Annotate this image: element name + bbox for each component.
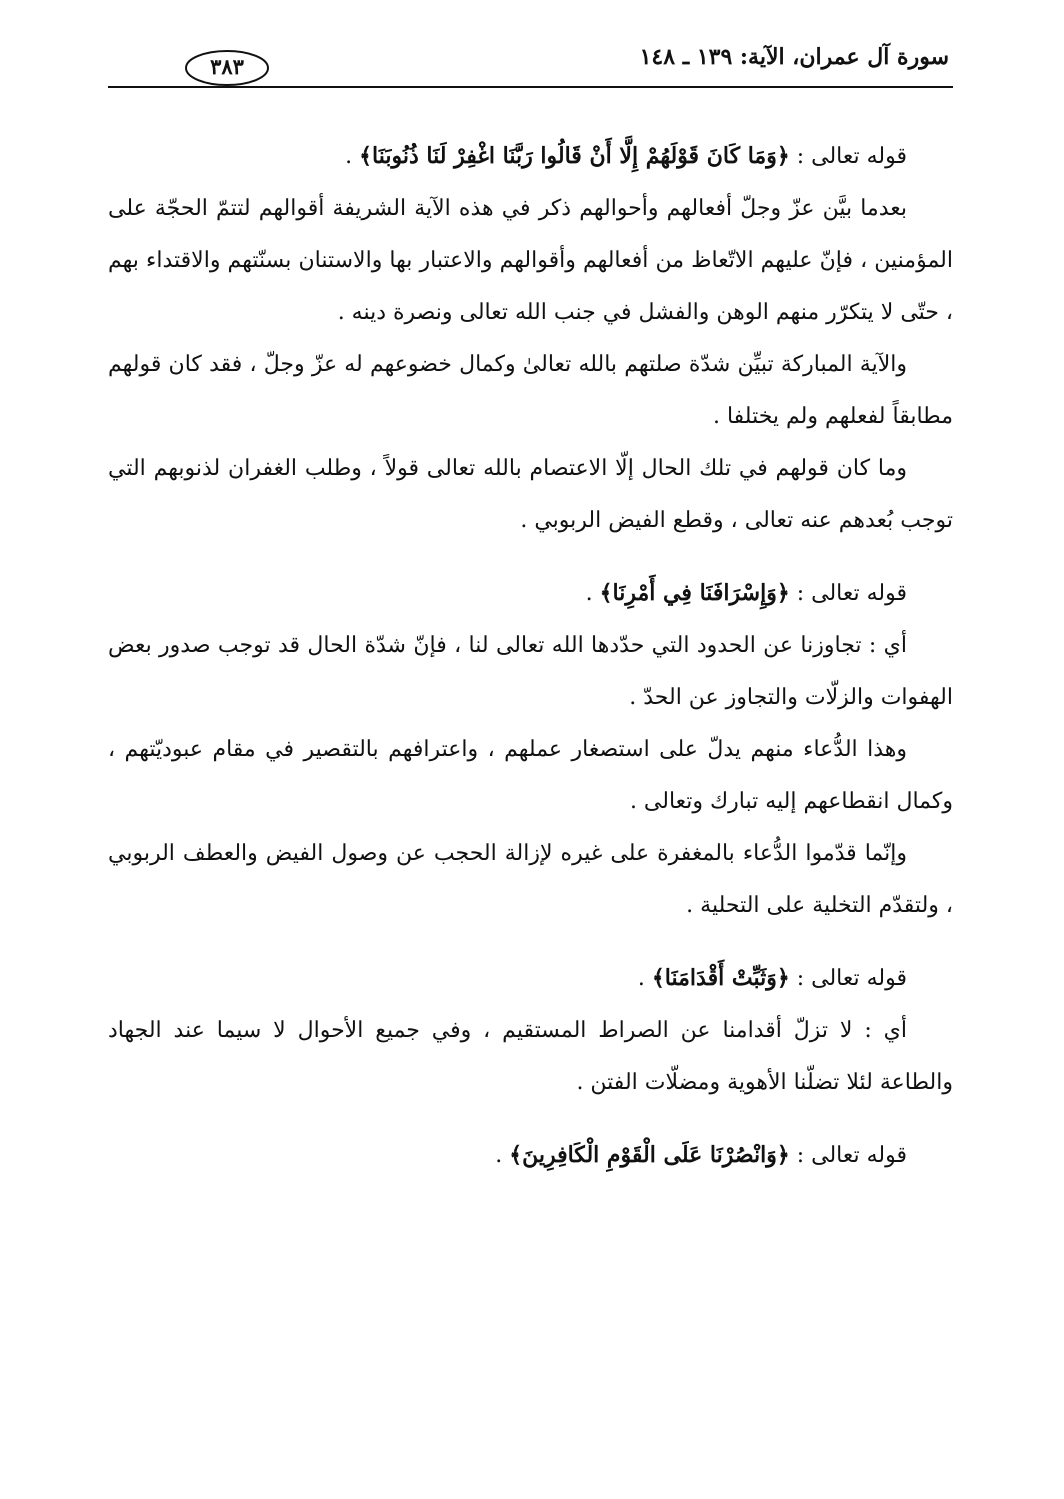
heading-suffix: .	[637, 966, 652, 991]
paragraph: أي : لا تزلّ أقدامنا عن الصراط المستقيم ، وفي جميع الأحوال لا سيما عند الجهاد والطاعة لئلا تضلّنا الأهوية ومضلّات الفتن .	[108, 1018, 953, 1095]
page-number-badge	[184, 48, 270, 88]
page-number: ٣٨٣	[210, 54, 244, 79]
verse-heading	[108, 952, 953, 1005]
paragraph: بعدما بيَّن عزّ وجلّ أفعالهم وأحوالهم ذكر في هذه الآية الشريفة أقوالهم لتتمّ الحجّة على المؤمنين ، فإنّ عليهم الاتّعاظ من أفعالهم وأقوالهم والاعتبار بها والاستنان بسنّتهم والاقتداء بهم ، حتّى لا يتكرّر منهم الوهن والفشل في جنب الله تعالى ونصرة دينه .	[108, 196, 953, 325]
quran-verse: ﴿وَانْصُرْنَا عَلَى الْقَوْمِ الْكَافِرِينَ﴾	[509, 1142, 790, 1168]
paragraph: أي : تجاوزنا عن الحدود التي حدّدها الله تعالى لنا ، فإنّ شدّة الحال قد توجب صدور بعض الهفوات والزلّات والتجاوز عن الحدّ .	[108, 633, 953, 710]
verse-heading	[108, 1129, 953, 1182]
heading-suffix: .	[585, 581, 600, 606]
paragraph: وما كان قولهم في تلك الحال إلّا الاعتصام بالله تعالى قولاً ، وطلب الغفران لذنوبهم التي توجب بُعدهم عنه تعالى ، وقطع الفيض الربوبي .	[108, 456, 953, 533]
heading-prefix: قوله تعالى :	[789, 581, 907, 606]
header-divider	[108, 86, 953, 88]
heading-suffix: .	[345, 144, 360, 169]
header-title: سورة آل عمران، الآية: ١٣٩ ـ ١٤٨	[639, 44, 949, 70]
heading-prefix: قوله تعالى :	[789, 966, 907, 991]
heading-suffix: .	[495, 1143, 510, 1168]
verse-heading	[108, 567, 953, 620]
paragraph: والآية المباركة تبيِّن شدّة صلتهم بالله تعالىٰ وكمال خضوعهم له عزّ وجلّ ، فقد كان قولهم مطابقاً لفعلهم ولم يختلفا .	[108, 352, 953, 429]
paragraph: وإنّما قدّموا الدُّعاء بالمغفرة على غيره لإزالة الحجب عن وصول الفيض والعطف الربوبي ، ولتقدّم التخلية على التحلية .	[108, 841, 953, 918]
paragraph: وهذا الدُّعاء منهم يدلّ على استصغار عملهم ، واعترافهم بالتقصير في مقام عبوديّتهم ، وكمال انقطاعهم إليه تبارك وتعالى .	[108, 737, 953, 814]
verse-heading	[108, 130, 953, 183]
running-header	[108, 36, 953, 96]
body-text	[108, 130, 953, 1182]
quran-verse: ﴿وَثَبِّتْ أَقْدَامَنَا﴾	[651, 965, 790, 991]
quran-verse: ﴿وَإِسْرَافَنَا فِي أَمْرِنَا﴾	[599, 580, 790, 606]
heading-prefix: قوله تعالى :	[789, 1143, 907, 1168]
heading-prefix: قوله تعالى :	[789, 144, 907, 169]
quran-verse: ﴿وَمَا كَانَ قَوْلَهُمْ إِلَّا أَنْ قَالُوا رَبَّنَا اغْفِرْ لَنَا ذُنُوبَنَا﴾	[359, 143, 790, 169]
